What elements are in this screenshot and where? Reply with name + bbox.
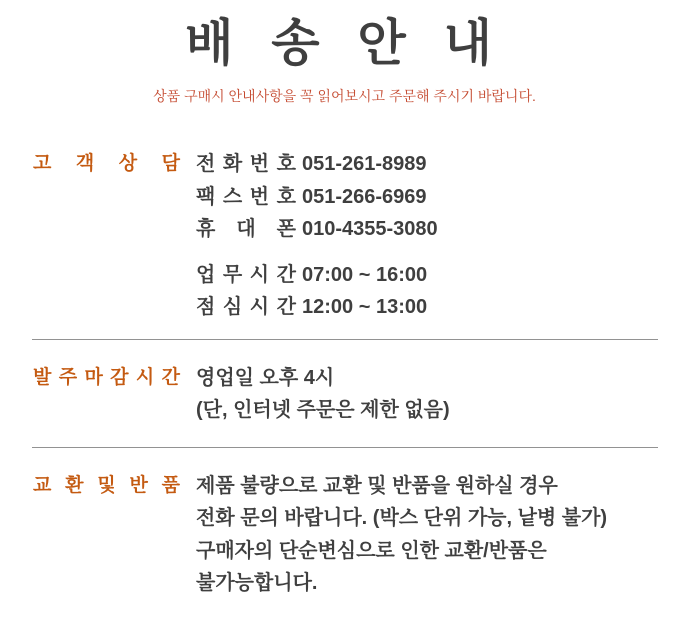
business-hours-label: 업 무 시 간 — [196, 263, 296, 286]
lunch-hours-row — [196, 291, 438, 324]
page-title: 배 송 안 내 — [185, 15, 504, 71]
order-deadline-body — [196, 362, 450, 427]
phone-value: 051-261-8989 — [302, 153, 427, 175]
spacer — [196, 246, 438, 259]
fax-number-row — [196, 181, 438, 214]
exchange-return-body — [196, 470, 607, 600]
business-hours-value: 07:00 ~ 16:00 — [302, 263, 428, 286]
mobile-value: 010-4355-3080 — [302, 218, 438, 240]
lunch-hours-label: 점 심 시 간 — [196, 296, 296, 318]
section-customer-service — [0, 148, 689, 324]
section-divider — [32, 339, 658, 340]
customer-service-body — [196, 148, 438, 324]
phone-label: 전 화 번 호 — [196, 153, 296, 175]
section-divider — [32, 447, 658, 448]
deadline-exception-line: (단, 인터넷 주문은 제한 없음) — [196, 399, 450, 421]
lunch-hours-value: 12:00 ~ 13:00 — [302, 296, 428, 318]
exchange-policy-line: 전화 문의 바랍니다. (박스 단위 가능, 낱병 불가) — [196, 507, 608, 529]
business-hours-row — [196, 259, 438, 292]
phone-number-row — [196, 148, 438, 181]
fax-label: 팩 스 번 호 — [196, 185, 296, 208]
exchange-policy-line: 불가능합니다. — [196, 572, 318, 594]
purchase-notice-text: 상품 구매시 안내사항을 꼭 읽어보시고 주문해 주시기 바랍니다. — [153, 88, 536, 104]
deadline-line: 영업일 오후 4시 — [196, 366, 335, 389]
exchange-policy-line: 제품 불량으로 교환 및 반품을 원하실 경우 — [196, 474, 558, 497]
exchange-return-heading: 교 환 및 반 품 — [33, 474, 180, 496]
fax-value: 051-266-6969 — [302, 185, 427, 208]
section-exchange-return — [0, 470, 689, 600]
order-deadline-heading: 발 주 마 감 시 간 — [33, 366, 180, 388]
mobile-number-row — [196, 213, 438, 246]
mobile-label: 휴 대 폰 — [196, 218, 296, 240]
section-order-deadline — [0, 362, 689, 427]
exchange-policy-line: 구매자의 단순변심으로 인한 교환/반품은 — [196, 539, 547, 562]
customer-service-heading: 고 객 상 담 — [33, 153, 180, 174]
